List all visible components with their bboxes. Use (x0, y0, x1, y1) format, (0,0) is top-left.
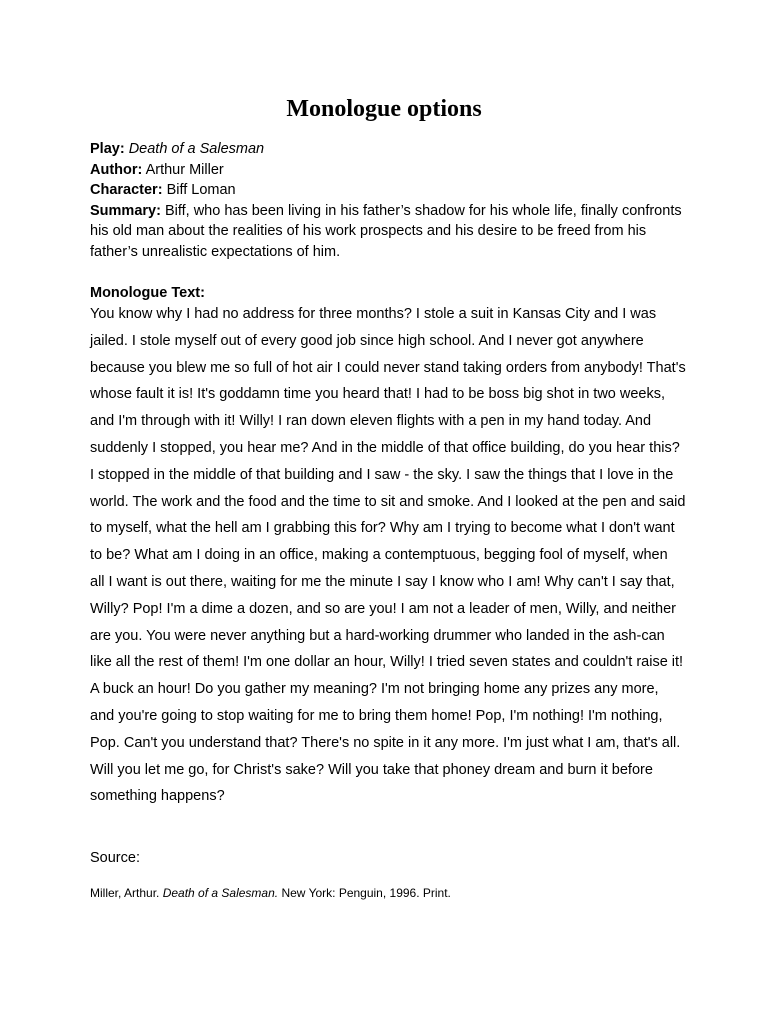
play-label: Play: (90, 141, 125, 157)
monologue-text: You know why I had no address for three months? I stole a suit in Kansas City and I was jailed. I stole myself out of every good job since high school. And I never got anywhere because you blew me so full of hot air I could never stand taking orders from anybody! That's whose fault it is! It's goddamn time you heard that! I had to be boss big shot in two weeks, and I'm through with it! Willy! I ran down eleven flights with a pen in my hand today. And suddenly I stopped, you hear me? And in the middle of that office building, do you hear this? I stopped in the middle of that building and I saw - the sky. I saw the things that I love in the world. The work and the food and the time to sit and smoke. And I looked at the pen and said to myself, what the hell am I grabbing this for? Why am I trying to become what I don't want to be? What am I doing in an office, making a contemptuous, begging fool of myself, when all I want is out there, waiting for me the minute I say I know who I am! Why can't I say that, Willy? Pop! I'm a dime a dozen, and so are you! I am not a leader of men, Willy, and neither are you. You were never anything but a hard-working drummer who landed in the ash-can like all the rest of them! I'm one dollar an hour, Willy! I tried seven states and couldn't raise it! A buck an hour! Do you gather my meaning? I'm not bringing home any prizes any more, and you're going to stop waiting for me to bring them home! Pop, I'm nothing! I'm nothing, Pop. Can't you understand that? There's no spite in it any more. I'm just what I am, that's all. Will you let me go, for Christ's sake? Will you take that phoney dream and burn it before something happens? (90, 306, 686, 805)
summary-label: Summary: (90, 202, 161, 219)
character-value: Biff Loman (166, 182, 236, 198)
summary-value: Biff, who has been living in his father’s shadow for his whole life, finally confronts his old man about the realities of his work prospects and his desire to be freed from his father’s unrealistic expectations of him. (90, 202, 682, 260)
page-title: Monologue options (286, 96, 482, 122)
character-label: Character: (90, 182, 163, 198)
play-details (90, 139, 690, 262)
citation-title: Death of a Salesman. (162, 886, 279, 900)
citation (90, 884, 451, 902)
play-value: Death of a Salesman (128, 141, 265, 157)
author-label: Author: (90, 161, 143, 178)
author-value: Arthur Miller (145, 161, 224, 178)
character-row (90, 180, 690, 201)
citation-publisher: New York: Penguin, 1996. Print. (281, 886, 451, 900)
monologue-heading: Monologue Text: (90, 285, 205, 301)
author-row (90, 160, 690, 181)
play-row (90, 139, 690, 160)
source-label: Source: (90, 850, 140, 866)
citation-author: Miller, Arthur. (90, 886, 160, 900)
summary-row (90, 201, 690, 263)
